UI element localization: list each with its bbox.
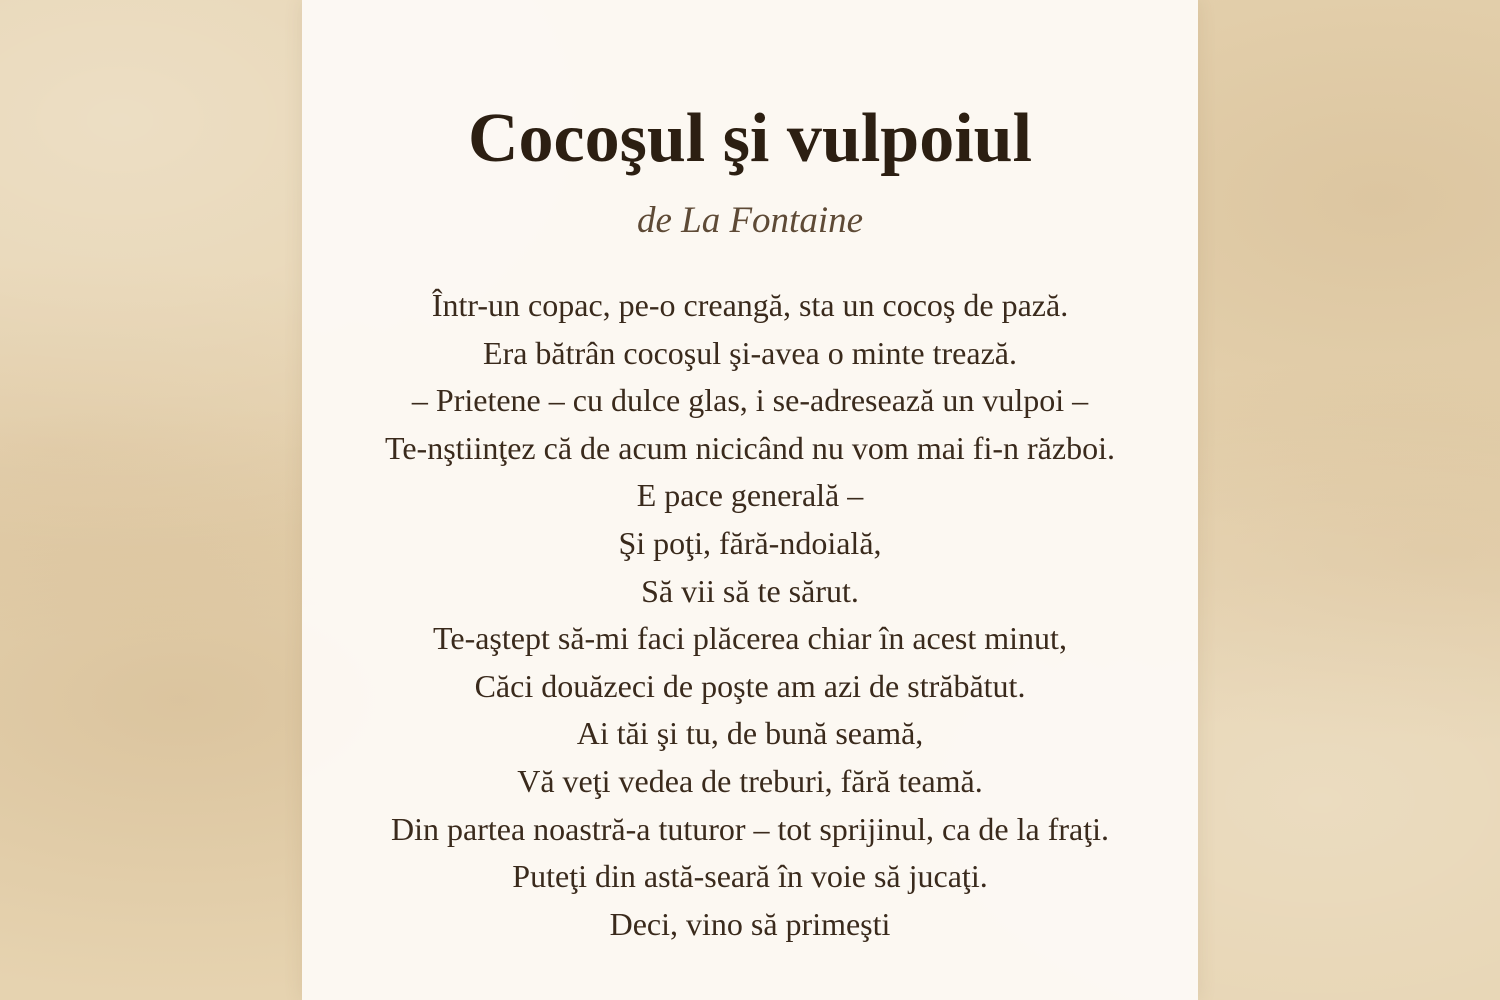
poem-line: – Prietene – cu dulce glas, i se-adresează un vulpoi – (411, 382, 1089, 419)
poem-line: Vă veţi vedea de treburi, fără teamă. (517, 762, 983, 799)
poem-lines (302, 282, 1198, 948)
poem-author: de La Fontaine (636, 200, 864, 241)
poem-line: Era bătrân cocoşul şi-avea o minte trează. (483, 334, 1017, 371)
poem-line: Din partea noastră-a tuturor – tot sprijinul, ca de la fraţi. (391, 810, 1109, 847)
poem-page (302, 0, 1198, 1000)
poem-title: Cocoşul şi vulpoiul (467, 100, 1033, 177)
poem-line: Te-aştept să-mi faci plăcerea chiar în acest minut, (433, 620, 1067, 657)
poem-line: Căci douăzeci de poşte am azi de străbătut. (474, 667, 1026, 704)
poem-line: E pace generală – (636, 477, 864, 514)
poem-line: Să vii să te sărut. (641, 572, 859, 609)
poem-line: Ai tăi şi tu, de bună seamă, (576, 715, 924, 752)
poem-line: Şi poţi, fără-ndoială, (618, 524, 882, 561)
poem-line: Deci, vino să primeşti (609, 905, 891, 942)
poem-line: Într-un copac, pe-o creangă, sta un cocoş de pază. (431, 287, 1069, 323)
poem-line: Te-nştiinţez că de acum nicicând nu vom mai fi-n război. (385, 429, 1115, 466)
poem-line: Puteţi din astă-seară în voie să jucaţi. (512, 858, 988, 895)
